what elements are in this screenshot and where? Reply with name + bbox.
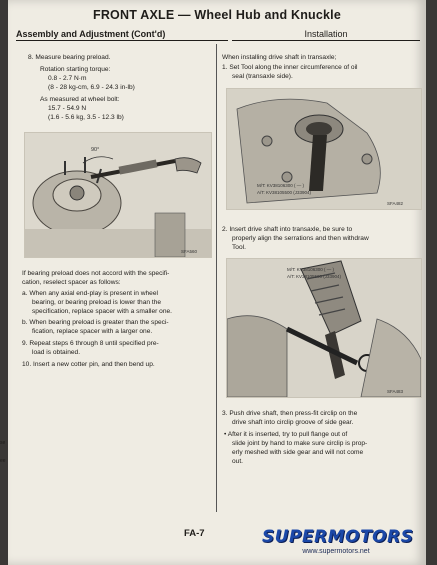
preload-intro-line2: cation, reselect spacer as follows: — [22, 279, 121, 286]
figure-drive-shaft-insert — [226, 258, 422, 398]
wheelbolt-label: As measured at wheel bolt: — [40, 96, 120, 103]
step-2-line3: Tool. — [232, 244, 246, 251]
item-a-line3: specification, replace spacer with a smaller one. — [32, 308, 173, 315]
page-title: FRONT AXLE — Wheel Hub and Knuckle — [92, 8, 342, 22]
edge-fragment-2: ee — [0, 458, 6, 464]
fig1-mt-label: M/T: KV38106300 ( — ) — [257, 183, 305, 188]
step-3-line1: 3. Push drive shaft, then press-fit circlip on the — [222, 410, 358, 417]
item-b-line1: b. When bearing preload is greater than the speci- — [22, 319, 169, 326]
fig-code-sfa483: SFA483 — [387, 389, 404, 394]
figure-oil-seal-tool — [226, 88, 422, 210]
section-heading-right: Installation — [232, 29, 420, 41]
install-intro: When installing drive shaft in transaxle; — [222, 54, 337, 61]
edge-fragment-1: se — [0, 440, 6, 446]
watermark-url: www.supermotors.net — [302, 548, 370, 555]
fig-angle-label: 90° — [91, 147, 100, 153]
step-9-line1: 9. Repeat steps 6 through 8 until specified pre- — [22, 340, 159, 347]
fig-code-sfa482: SFA482 — [387, 201, 404, 206]
step-8: 8. Measure bearing preload. — [28, 54, 111, 61]
rotation-label: Rotation starting torque: — [40, 66, 111, 73]
fig-code-sfa560: SFA560 — [181, 249, 198, 254]
supermotors-watermark — [262, 527, 414, 559]
note-line2: slide joint by hand to make sure circlip is prop- — [232, 440, 368, 447]
step-3-line2: drive shaft into circlip groove of side gear. — [232, 419, 354, 426]
note-line3: erly meshed with side gear and will not come — [232, 449, 364, 456]
section-heading-left: Assembly and Adjustment (Cont'd) — [16, 29, 228, 41]
drive-shaft-illustration — [227, 259, 421, 397]
item-a-line2: bearing, or bearing preload is lower than the — [32, 299, 162, 306]
manual-page — [8, 0, 426, 565]
note-line1: • After it is inserted, try to pull flange out of — [224, 431, 348, 438]
rotation-nm: 0.8 - 2.7 N·m — [48, 75, 87, 82]
note-line4: out. — [232, 458, 243, 465]
wheelbolt-n: 15.7 - 54.9 N — [48, 105, 87, 112]
item-a-line1: a. When any axial end-play is present in wheel — [22, 290, 158, 297]
step-10: 10. Insert a new cotter pin, and then bend up. — [22, 361, 155, 368]
column-divider — [216, 44, 217, 512]
wheelbolt-alt: (1.6 - 5.6 kg, 3.5 - 12.3 lb) — [48, 114, 124, 121]
preload-intro-line1: If bearing preload does not accord with the specifi- — [22, 270, 170, 277]
rotation-alt: (8 - 28 kg-cm, 6.9 - 24.3 in-lb) — [48, 84, 135, 91]
fig2-at-label: A/T: KV38105500 (J33904) — [287, 274, 342, 279]
fig2-mt-label: M/T: KV38106300 ( — ) — [287, 267, 335, 272]
figure-bearing-preload — [24, 132, 212, 258]
hub-spring-scale-illustration — [25, 133, 211, 257]
fig1-at-label: A/T: KV38105500 (J33904) — [257, 190, 312, 195]
item-b-line2: fication, replace spacer with a larger one. — [32, 328, 153, 335]
watermark-brand: SUPERMOTORS — [262, 527, 414, 547]
step-2-line2: properly align the serrations and then withdraw — [232, 235, 369, 242]
step-1-line2: seal (transaxle side). — [232, 73, 293, 80]
step-1-line1: 1. Set Tool along the inner circumference of oil — [222, 64, 358, 71]
page-number: FA-7 — [184, 528, 205, 539]
step-9-line2: load is obtained. — [32, 349, 81, 356]
step-2-line1: 2. Insert drive shaft into transaxle, be sure to — [222, 226, 353, 233]
